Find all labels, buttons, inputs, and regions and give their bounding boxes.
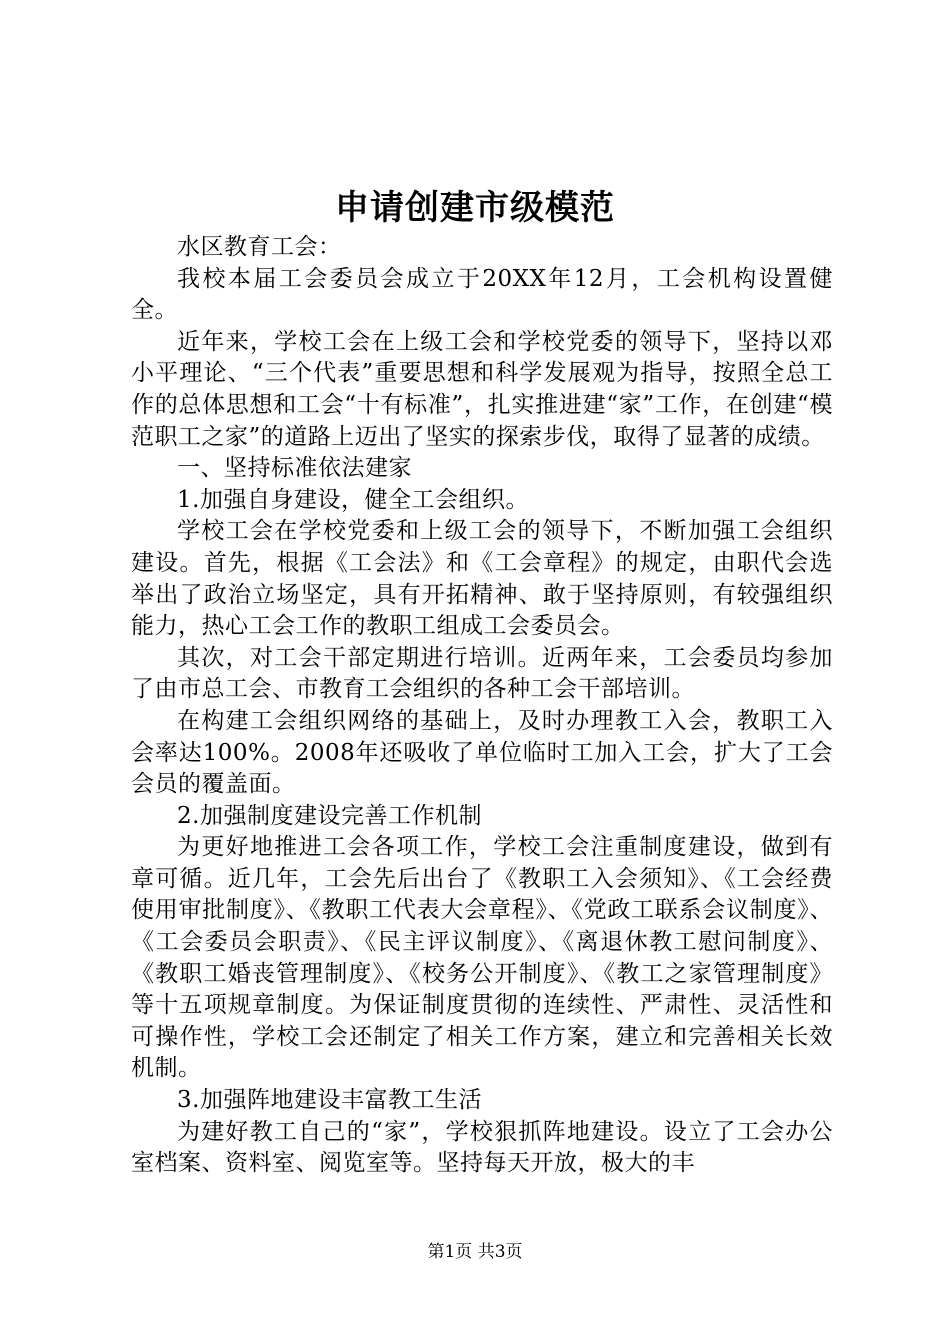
document-body: [131, 232, 833, 1180]
paragraph: 为更好地推进工会各项工作，学校工会注重制度建设，做到有章可循。近几年，工会先后出台了《教职工入会须知》、《工会经费使用审批制度》、《教职工代表大会章程》、《党政工联系会议制度》、《工会委员会职责》、《民主评议制度》、《离退休教工慰问制度》、《教职工婚丧管理制度》、《校务公开制度》、《教工之家管理制度》等十五项规章制度。为保证制度贯彻的连续性、严肃性、灵活性和可操作性，学校工会还制定了相关工作方案，建立和完善相关长效机制。: [131, 834, 833, 1082]
subsection-heading: 3.加强阵地建设丰富教工生活: [177, 1087, 482, 1114]
paragraph: 在构建工会组织网络的基础上，及时办理教工入会，教职工入会率达100%。2008年还吸收了单位临时工加入工会，扩大了工会会员的覆盖面。: [131, 707, 833, 798]
paragraph: 学校工会在学校党委和上级工会的领导下，不断加强工会组织建设。首先，根据《工会法》和《工会章程》的规定，由职代会选举出了政治立场坚定，具有开拓精神、敢于坚持原则，有较强组织能力，热心工会工作的教职工组成工会委员会。: [131, 518, 833, 640]
paragraph: 为建好教工自己的“家”，学校狠抓阵地建设。设立了工会办公室档案、资料室、阅览室等。坚持每天开放，极大的丰: [131, 1118, 833, 1177]
page-title: 申请创建市级模范: [335, 188, 615, 228]
paragraph: 近年来，学校工会在上级工会和学校党委的领导下，坚持以邓小平理论、“三个代表”重要思想和科学发展观为指导，按照全总工作的总体思想和工会“十有标准”，扎实推进建“家”工作，在创建“模范职工之家”的道路上迈出了坚实的探索步伐，取得了显著的成绩。: [131, 328, 833, 450]
section-heading: 一、坚持标准依法建家: [177, 455, 412, 482]
subsection-heading: 1.加强自身建设，健全工会组织。: [177, 486, 529, 513]
salutation: 水区教育工会：: [177, 234, 342, 260]
subsection-heading: 2.加强制度建设完善工作机制: [177, 802, 482, 829]
paragraph: 我校本届工会委员会成立于20XX年12月，工会机构设置健全。: [131, 265, 833, 324]
page-footer: 第1页 共3页: [427, 1242, 523, 1262]
paragraph: 其次，对工会干部定期进行培训。近两年来，工会委员均参加了由市总工会、市教育工会组织的各种工会干部培训。: [131, 644, 833, 703]
